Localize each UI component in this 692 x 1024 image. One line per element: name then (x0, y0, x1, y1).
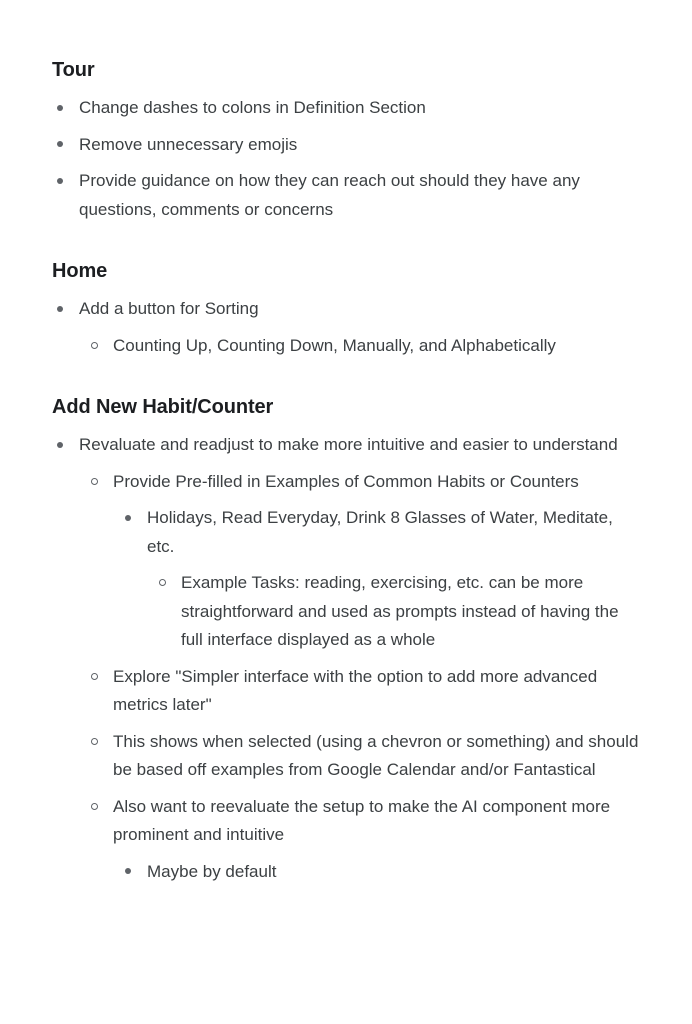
section-heading: Tour (52, 59, 95, 81)
list-item-text: Explore "Simpler interface with the option to add more advanced metrics later" (113, 666, 598, 714)
bullet-filled-icon (57, 295, 71, 324)
bullet-list-level-1 (52, 295, 640, 360)
list-item-text: Also want to reevaluate the setup to make the AI component more prominent and intuitive (113, 796, 611, 844)
section-heading: Add New Habit/Counter (52, 396, 274, 418)
bullet-hollow-icon (91, 332, 105, 361)
list-item-text: Provide guidance on how they can reach out should they have any questions, comments or concerns (79, 171, 580, 219)
bullet-filled-icon (125, 504, 139, 533)
list-item[interactable] (52, 94, 640, 123)
bullet-list-level-2 (79, 332, 640, 361)
bullet-filled-icon (125, 858, 139, 887)
notes-section (52, 394, 640, 886)
list-item[interactable] (52, 295, 640, 360)
list-item[interactable] (52, 167, 640, 224)
bullet-list-level-1 (52, 94, 640, 224)
bullet-list-level-1 (52, 431, 640, 886)
list-item-text: Provide Pre-filled in Examples of Common Habits or Counters (113, 471, 579, 491)
bullet-list-level-3 (113, 858, 640, 887)
list-item-text: This shows when selected (using a chevron or something) and should be based off examples from Google Calendar and/or Fantastical (113, 731, 639, 779)
bullet-filled-icon (57, 131, 71, 160)
list-item[interactable] (52, 131, 640, 160)
bullet-list-level-4 (147, 569, 640, 655)
bullet-filled-icon (57, 431, 71, 460)
notes-section (52, 258, 640, 360)
bullet-hollow-icon (91, 663, 105, 692)
bullet-filled-icon (57, 167, 71, 196)
list-item[interactable] (120, 858, 640, 887)
bullet-hollow-icon (91, 468, 105, 497)
list-item-text: Maybe by default (147, 861, 277, 881)
bullet-filled-icon (57, 94, 71, 123)
list-item[interactable] (154, 569, 640, 655)
notes-section (52, 57, 640, 224)
list-item-text: Example Tasks: reading, exercising, etc. can be more straightforward and used as prompts instead of having the full interface displayed as a whole (181, 573, 619, 649)
list-item[interactable] (86, 793, 640, 887)
list-item[interactable] (86, 728, 640, 785)
list-item[interactable] (120, 504, 640, 655)
list-item-text: Counting Up, Counting Down, Manually, and Alphabetically (113, 335, 556, 355)
bullet-list-level-3 (113, 504, 640, 655)
list-item-text: Remove unnecessary emojis (79, 134, 298, 154)
list-item[interactable] (52, 431, 640, 886)
list-item[interactable] (86, 468, 640, 655)
bullet-hollow-icon (159, 569, 173, 598)
bullet-list-level-2 (79, 468, 640, 887)
list-item[interactable] (86, 332, 640, 361)
section-heading: Home (52, 260, 108, 282)
bullet-hollow-icon (91, 728, 105, 757)
list-item-text: Add a button for Sorting (79, 299, 259, 318)
list-item[interactable] (86, 663, 640, 720)
bullet-hollow-icon (91, 793, 105, 822)
list-item-text: Revaluate and readjust to make more intuitive and easier to understand (79, 435, 618, 454)
list-item-text: Change dashes to colons in Definition Section (79, 98, 426, 117)
list-item-text: Holidays, Read Everyday, Drink 8 Glasses of Water, Meditate, etc. (147, 508, 613, 556)
